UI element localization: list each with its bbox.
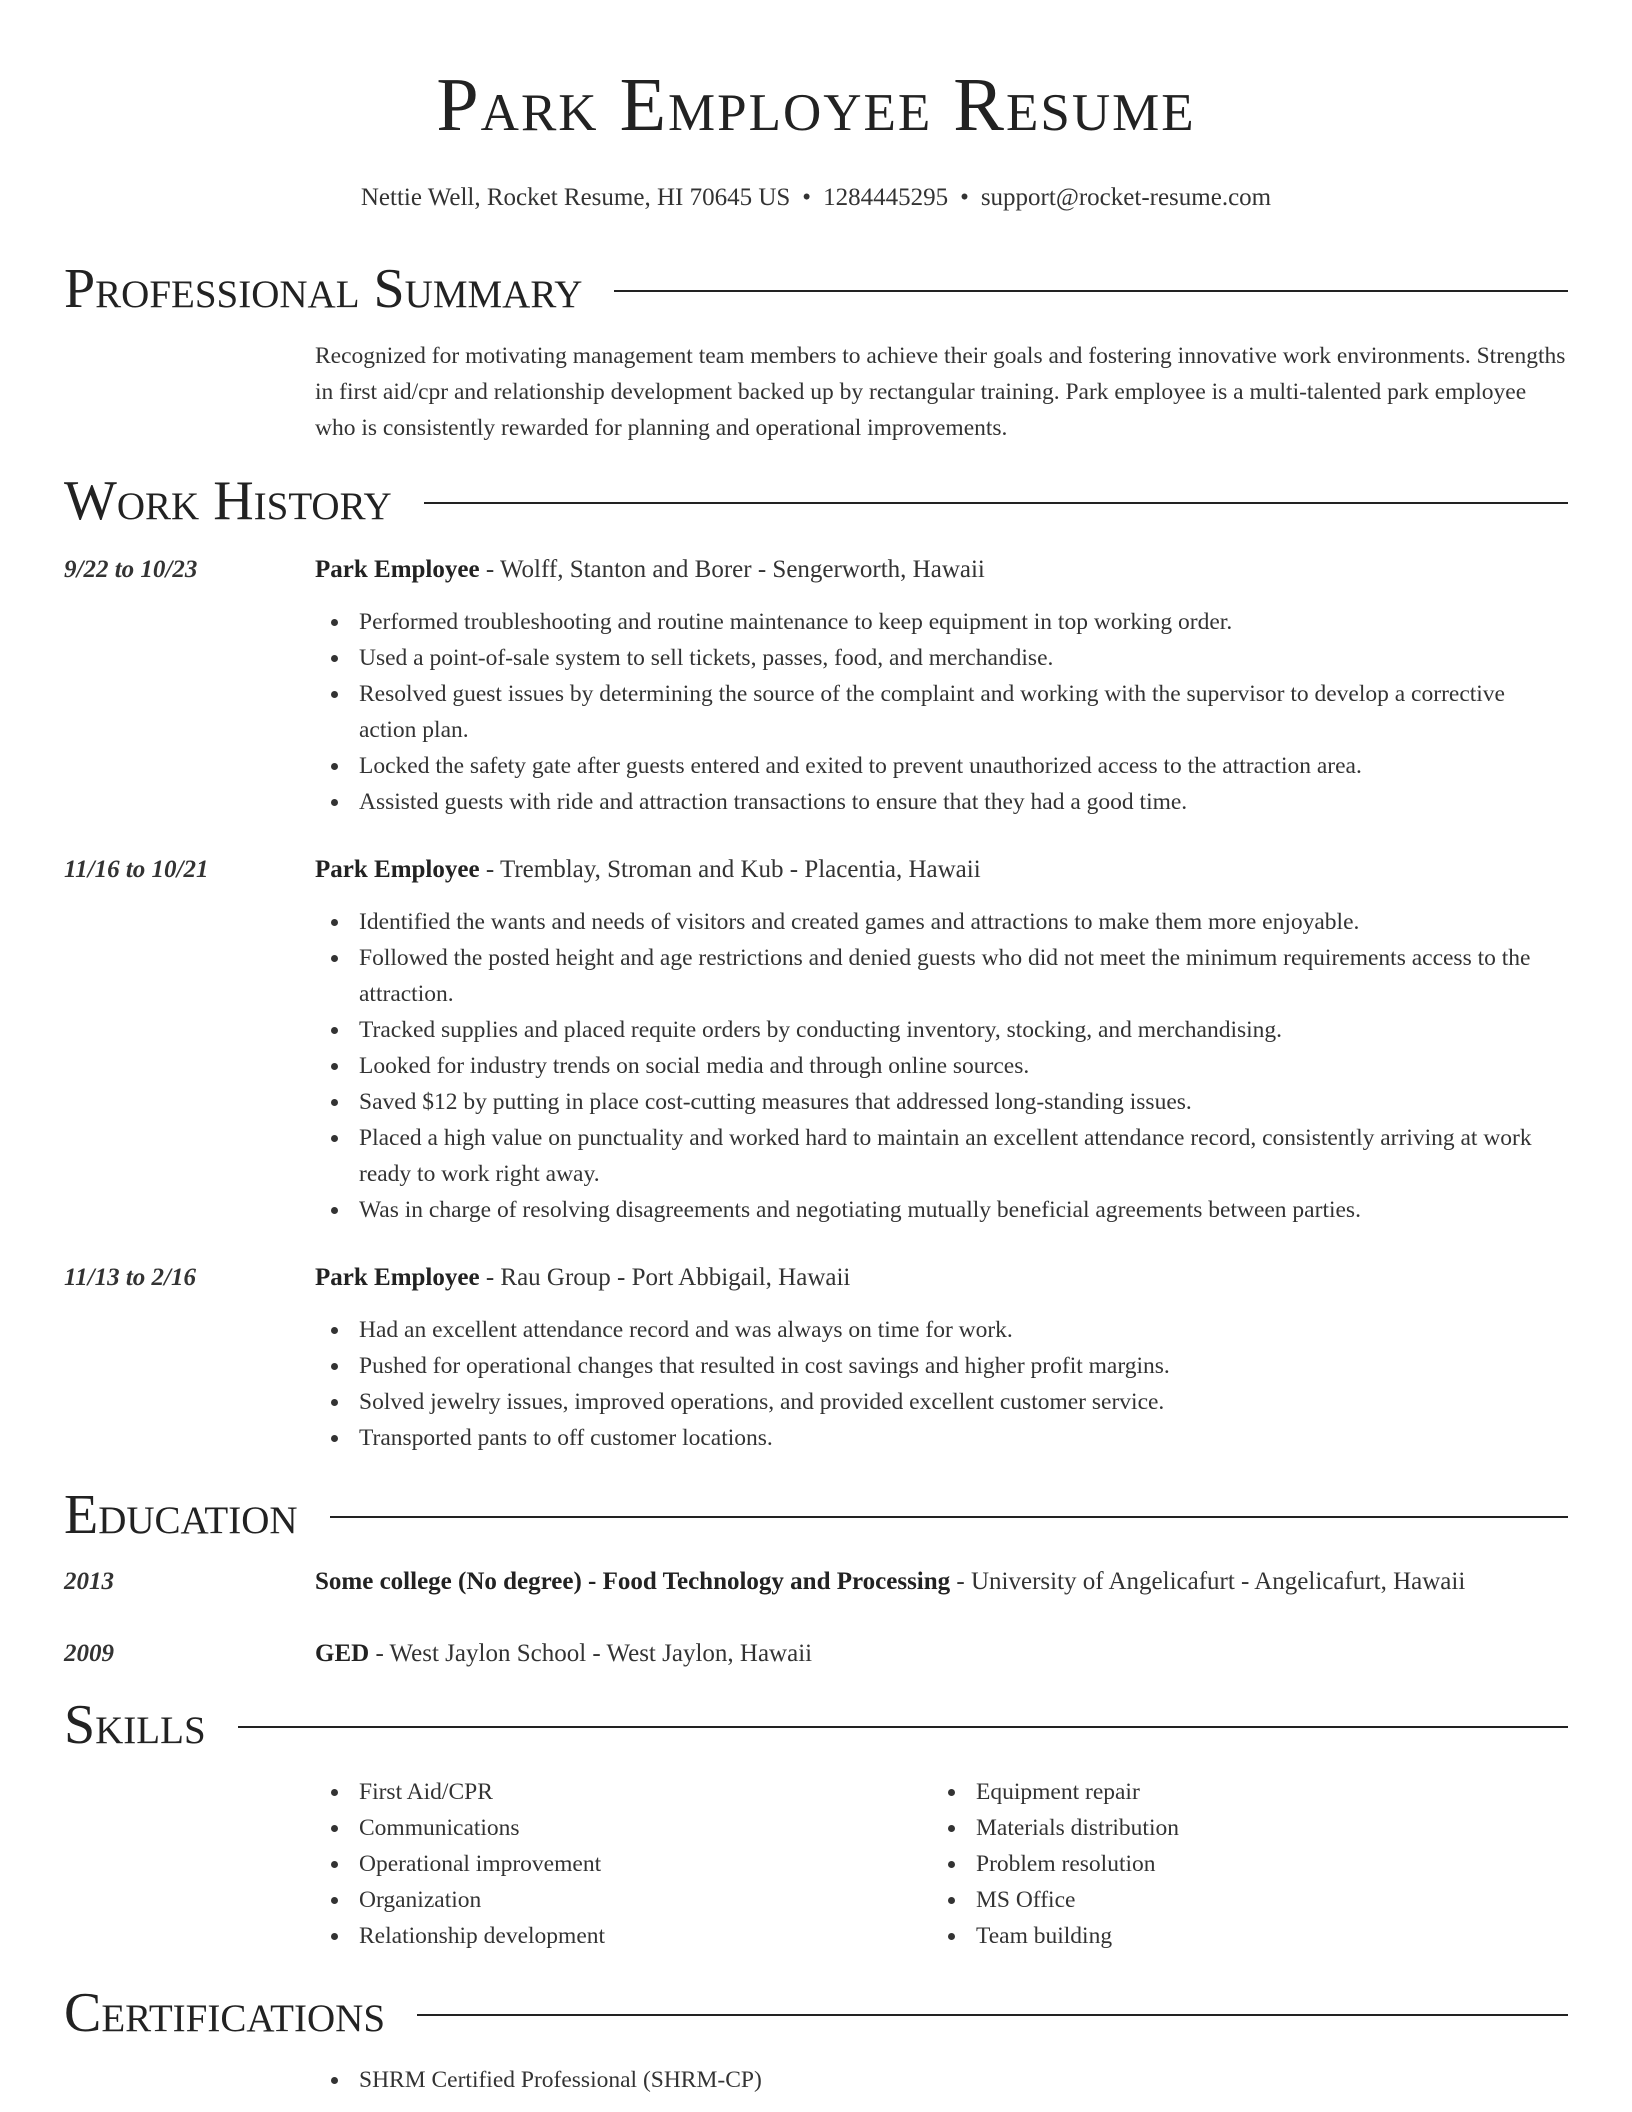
education-heading: [315, 1636, 1568, 1672]
list-item: Used a point-of-sale system to sell tickets, passes, food, and merchandise.: [315, 640, 1568, 676]
job-entry: [64, 852, 1568, 1228]
contact-separator: •: [960, 184, 969, 211]
contact-address: Nettie Well, Rocket Resume, HI 70645 US: [360, 184, 791, 211]
list-item: Identified the wants and needs of visitors and created games and attractions to make them more enjoyable.: [315, 904, 1568, 940]
education-year: 2009: [64, 1640, 114, 1667]
section-divider: [614, 290, 1568, 292]
list-item: Followed the posted height and age restrictions and denied guests who did not meet the minimum requirements access to the attraction.: [315, 940, 1568, 1012]
list-item: Performed troubleshooting and routine maintenance to keep equipment in top working order.: [315, 604, 1568, 640]
section-divider: [417, 2014, 1568, 2016]
education-degree: GED: [315, 1640, 370, 1667]
contact-line: [64, 182, 1568, 214]
education-school: - University of Angelicafurt - Angelicafurt, Hawaii: [950, 1568, 1466, 1595]
skills-row: [64, 1774, 1568, 1954]
section-summary-heading: Professional Summary: [64, 258, 583, 320]
section-skills-heading: Skills: [64, 1694, 206, 1756]
job-company: - Rau Group - Port Abbigail, Hawaii: [479, 1264, 851, 1291]
job-heading: [315, 852, 1568, 888]
skills-grid: [315, 1774, 1568, 1954]
summary-text: Recognized for motivating management team members to achieve their goals and fostering innovative work environments. Strengths in first aid/cpr and relationship development backed up by rectangular training. Park employee is a multi-talented park employee who is consistently rewarded for planning and operational improvements.: [315, 343, 1566, 441]
section-certifications-heading: Certifications: [64, 1982, 386, 2044]
job-title: Park Employee: [315, 1264, 480, 1291]
certification-item: SHRM Certified Professional (SHRM-CP): [315, 2062, 1568, 2098]
job-entry: [64, 1260, 1568, 1456]
job-bullets: [315, 904, 1568, 1228]
skill-item: First Aid/CPR: [315, 1774, 932, 1810]
education-year: 2013: [64, 1568, 114, 1595]
job-company: - Tremblay, Stroman and Kub - Placentia, Hawaii: [479, 856, 981, 883]
job-heading: [315, 552, 1568, 588]
list-item: Pushed for operational changes that resulted in cost savings and higher profit margins.: [315, 1348, 1568, 1384]
job-bullets: [315, 1312, 1568, 1456]
list-item: Saved $12 by putting in place cost-cutting measures that addressed long-standing issues.: [315, 1084, 1568, 1120]
skill-item: Relationship development: [315, 1918, 932, 1954]
job-title: Park Employee: [315, 556, 480, 583]
section-divider: [238, 1726, 1568, 1728]
section-education-header: [64, 1480, 1568, 1550]
job-bullets: [315, 604, 1568, 820]
skill-item: Materials distribution: [932, 1810, 1549, 1846]
job-heading: [315, 1260, 1568, 1296]
list-item: Locked the safety gate after guests entered and exited to prevent unauthorized access to the attraction area.: [315, 748, 1568, 784]
job-dates: 11/16 to 10/21: [64, 856, 209, 883]
list-item: Looked for industry trends on social media and through online sources.: [315, 1048, 1568, 1084]
summary-row: [64, 338, 1568, 446]
section-education-heading: Education: [64, 1484, 298, 1546]
job-dates: 9/22 to 10/23: [64, 556, 198, 583]
skills-list-right: [932, 1774, 1549, 1954]
skill-item: Communications: [315, 1810, 932, 1846]
section-work-heading: Work History: [64, 470, 392, 532]
skill-item: Equipment repair: [932, 1774, 1549, 1810]
certifications-row: [64, 2062, 1568, 2098]
section-skills-header: [64, 1690, 1568, 1760]
section-work-header: [64, 466, 1568, 536]
education-school: - West Jaylon School - West Jaylon, Hawaii: [369, 1640, 813, 1667]
education-entry: [64, 1636, 1568, 1672]
job-entry: [64, 552, 1568, 820]
job-dates: 11/13 to 2/16: [64, 1264, 196, 1291]
skills-list-left: [315, 1774, 932, 1954]
list-item: Transported pants to off customer locations.: [315, 1420, 1568, 1456]
section-divider: [424, 502, 1568, 504]
section-certifications-header: [64, 1978, 1568, 2048]
certifications-list: [315, 2062, 1568, 2098]
resume-page: [64, 0, 1568, 2112]
list-item: Resolved guest issues by determining the source of the complaint and working with the supervisor to develop a corrective action plan.: [315, 676, 1568, 748]
skill-item: Organization: [315, 1882, 932, 1918]
skill-item: MS Office: [932, 1882, 1549, 1918]
list-item: Had an excellent attendance record and was always on time for work.: [315, 1312, 1568, 1348]
job-company: - Wolff, Stanton and Borer - Sengerworth, Hawaii: [479, 556, 985, 583]
list-item: Placed a high value on punctuality and worked hard to maintain an excellent attendance record, consistently arriving at work ready to work right away.: [315, 1120, 1568, 1192]
skill-item: Problem resolution: [932, 1846, 1549, 1882]
list-item: Tracked supplies and placed requite orders by conducting inventory, stocking, and merchandising.: [315, 1012, 1568, 1048]
resume-title: Park Employee Resume: [436, 63, 1196, 147]
skill-item: Team building: [932, 1918, 1549, 1954]
contact-email[interactable]: support@rocket-resume.com: [980, 184, 1272, 211]
list-item: Solved jewelry issues, improved operations, and provided excellent customer service.: [315, 1384, 1568, 1420]
education-entry: [64, 1564, 1568, 1600]
contact-separator: •: [802, 184, 812, 211]
section-summary-header: [64, 254, 1568, 324]
contact-phone: 1284445295: [823, 184, 949, 211]
skill-item: Operational improvement: [315, 1846, 932, 1882]
section-divider: [330, 1516, 1568, 1518]
list-item: Was in charge of resolving disagreements and negotiating mutually beneficial agreements between parties.: [315, 1192, 1568, 1228]
education-degree: Some college (No degree) - Food Technology and Processing: [315, 1568, 951, 1595]
list-item: Assisted guests with ride and attraction transactions to ensure that they had a good time.: [315, 784, 1568, 820]
education-heading: [315, 1564, 1568, 1600]
job-title: Park Employee: [315, 856, 480, 883]
